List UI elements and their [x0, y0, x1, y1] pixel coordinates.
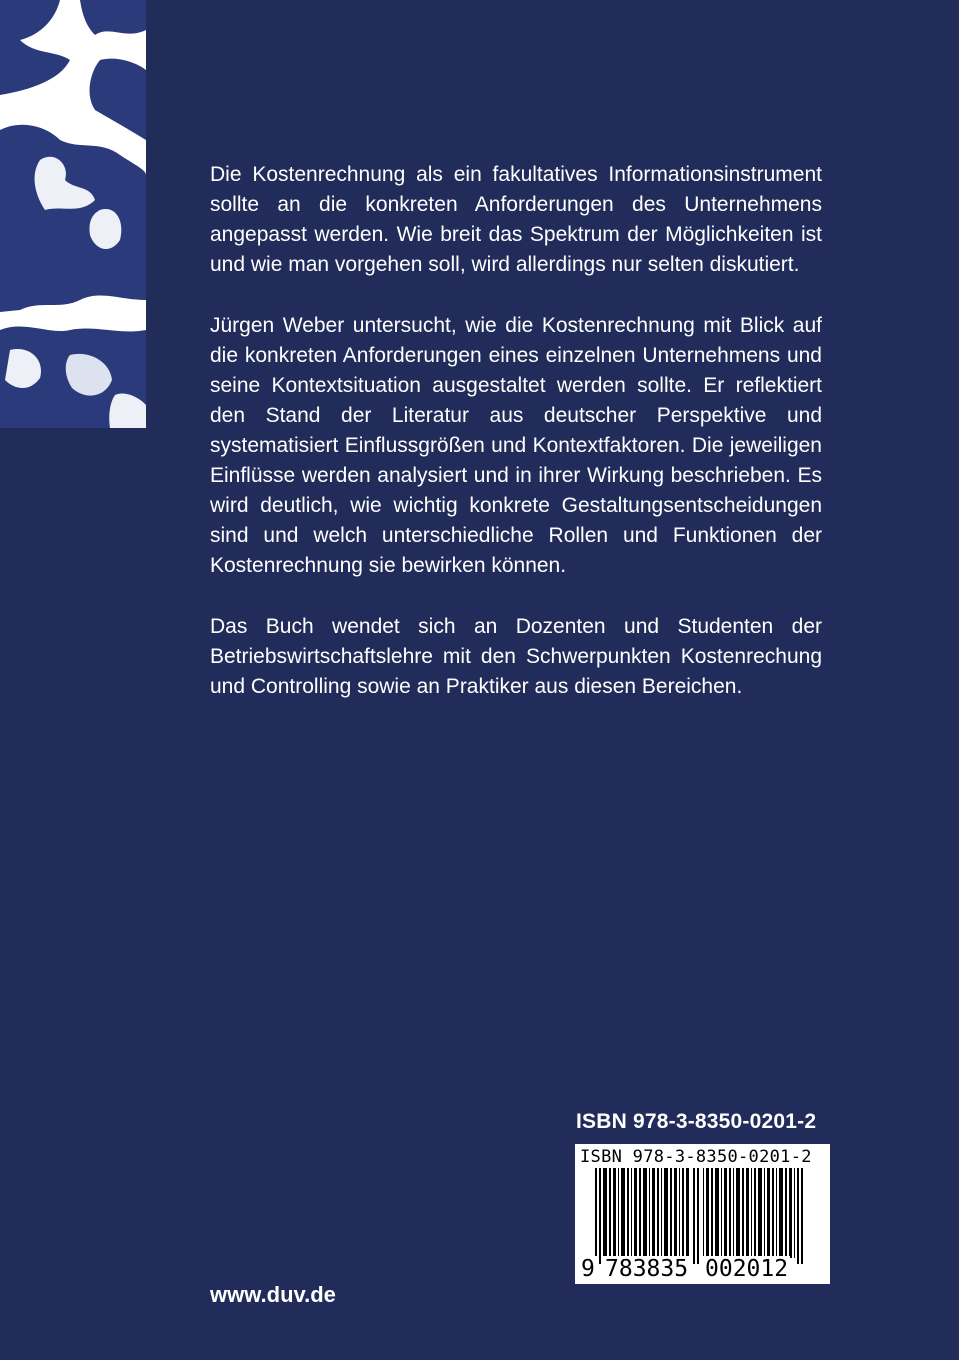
barcode-isbn-text: ISBN 978-3-8350-0201-2 — [580, 1147, 812, 1167]
blurb-paragraph-3: Das Buch wendet sich an Dozenten und Studenten der Betriebswirtschaftslehre mit den Schwerpunkten Kostenrechung und Controlling sowie an Praktiker aus diesen Bereichen. — [210, 615, 822, 698]
blurb-paragraph-1: Die Kostenrechnung als ein fakultatives Informationsinstrument sollte an die konkreten Anforderungen des Unternehmens angepasst werden. Wie breit das Spektrum der Möglichkeiten ist und wie man vorgehen soll, wird allerdings nur selten diskutiert. — [210, 163, 822, 276]
barcode-digits-left: 783835 — [605, 1256, 689, 1282]
globe-illustration — [0, 0, 146, 428]
isbn-heading: ISBN 978-3-8350-0201-2 — [576, 1110, 817, 1133]
blurb-paragraph-2: Jürgen Weber untersucht, wie die Kostenrechnung mit Blick auf die konkreten Anforderungen eines einzelnen Unternehmens und seine Kontextsituation ausgestaltet werden sollte. Er reflektiert den Stand der Literatur aus deutscher Perspektive und systematisiert Einflussgrößen und Kontextfaktoren. Die jeweiligen Einflüsse werden analysiert und in ihrer Wirkung beschrieben. Es wird deutlich, wie wichtig konkrete Gestaltungsentscheidungen sind und welch unterschiedliche Rollen und Funktionen der Kostenrechnung sie bewirken können. — [210, 314, 822, 577]
barcode-digit-first: 9 — [581, 1256, 595, 1282]
globe-image — [0, 0, 146, 428]
back-cover-blurb — [210, 160, 822, 733]
barcode-digits-right: 002012 — [705, 1256, 789, 1282]
barcode-bars-icon — [575, 1168, 830, 1264]
publisher-website: www.duv.de — [210, 1282, 336, 1307]
isbn-barcode — [575, 1144, 830, 1284]
